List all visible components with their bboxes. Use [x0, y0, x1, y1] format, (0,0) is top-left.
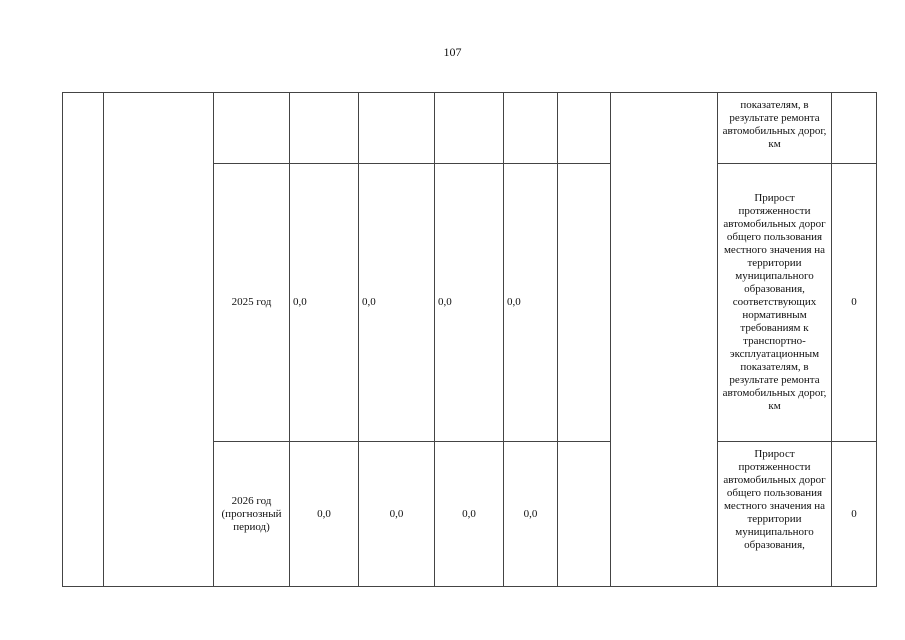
- executor-cell: [611, 93, 718, 587]
- period-cell: 2025 год: [214, 164, 290, 442]
- value-cell: [435, 93, 504, 164]
- page-number: 107: [443, 45, 462, 59]
- value-cell: 0,0: [504, 164, 558, 442]
- value-cell: 0,0: [504, 442, 558, 587]
- value-cell: [504, 93, 558, 164]
- empty-cell: [558, 93, 611, 164]
- target-cell: 0: [832, 164, 877, 442]
- empty-cell: [558, 442, 611, 587]
- value-cell: 0,0: [435, 164, 504, 442]
- target-cell: [832, 93, 877, 164]
- period-cell: [214, 93, 290, 164]
- indicator-cell: показателям, в результате ремонта автомобильных дорог, км: [718, 93, 832, 164]
- value-cell: 0,0: [290, 442, 359, 587]
- period-cell: 2026 год (прогнозный период): [214, 442, 290, 587]
- program-table: [62, 92, 877, 587]
- target-cell: 0: [832, 442, 877, 587]
- value-cell: 0,0: [435, 442, 504, 587]
- name-cell: [104, 93, 214, 587]
- indicator-cell: Прирост протяженности автомобильных дорог общего пользования местного значения на территории муниципального образования,: [718, 442, 832, 587]
- number-cell: [63, 93, 104, 587]
- value-cell: [290, 93, 359, 164]
- value-cell: 0,0: [290, 164, 359, 442]
- value-cell: 0,0: [359, 164, 435, 442]
- indicator-cell: Прирост протяженности автомобильных дорог общего пользования местного значения на территории муниципального образования, соответствующих нормативным требованиям к транспортно-эксплуатационным показателям, в результате ремонта автомобильных дорог, км: [718, 164, 832, 442]
- value-cell: [359, 93, 435, 164]
- value-cell: 0,0: [359, 442, 435, 587]
- empty-cell: [558, 164, 611, 442]
- table-row: [63, 93, 877, 164]
